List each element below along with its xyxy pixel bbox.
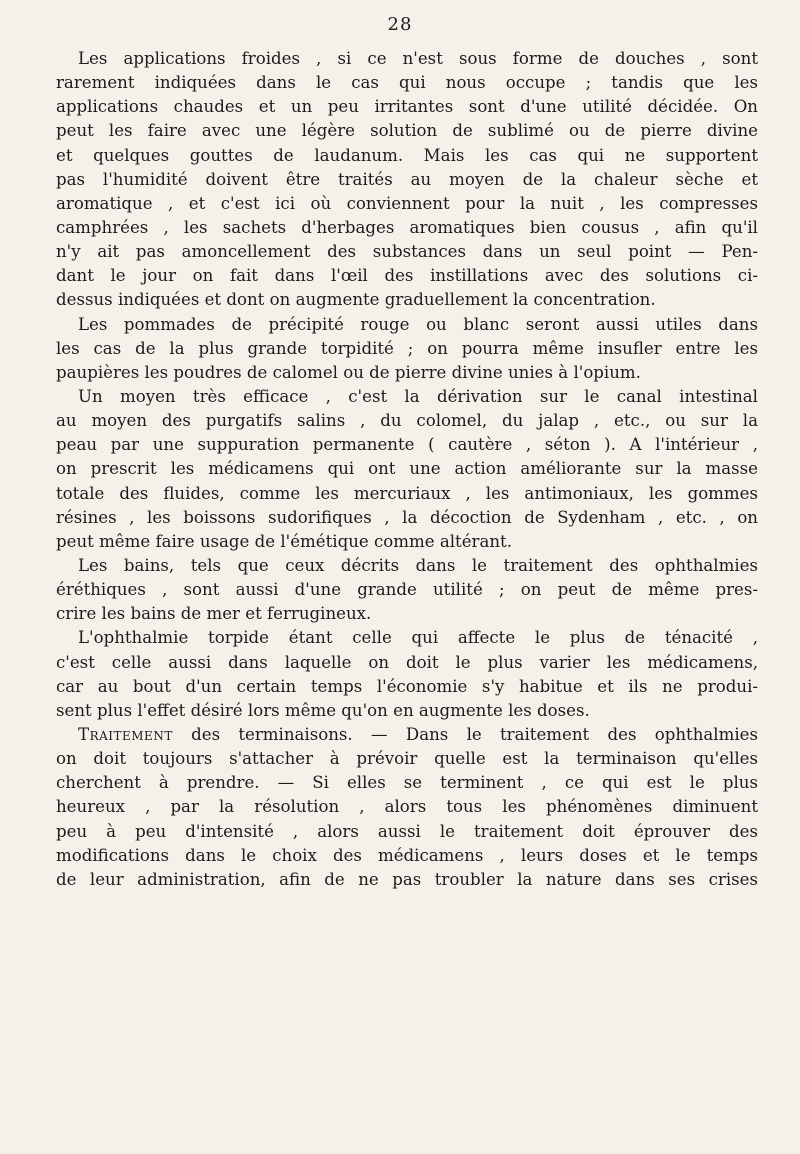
text-line: c'est celle aussi dans laquelle on doit le plus varier les médicamens,: [56, 652, 758, 672]
text-line: cherchent à prendre. — Si elles se terminent , ce qui est le plus: [56, 773, 758, 793]
heading-line-text: des terminaisons. — Dans le traitement des ophthalmies: [191, 724, 758, 744]
text-line: peau par une suppuration permanente ( cautère , séton ). A l'intérieur ,: [56, 435, 758, 455]
text-line: peut les faire avec une légère solution de sublimé ou de pierre divine: [56, 121, 758, 141]
text-line: peut même faire usage de l'émétique comme altérant.: [56, 531, 512, 551]
text-line: L'ophthalmie torpide étant celle qui affecte le plus de ténacité ,: [78, 628, 758, 648]
text-line: paupières les poudres de calomel ou de pierre divine unies à l'opium.: [56, 362, 641, 382]
page-number: 28: [387, 14, 413, 35]
text-line: pas l'humidité doivent être traités au moyen de la chaleur sèche et: [56, 169, 758, 189]
text-line: on prescrit les médicamens qui ont une action améliorante sur la masse: [56, 459, 758, 479]
text-line: dant le jour on fait dans l'œil des instillations avec des solutions ci-: [56, 266, 758, 286]
text-line: n'y ait pas amoncellement des substances dans un seul point — Pen-: [56, 242, 758, 262]
text-line: totale des fluides, comme les mercuriaux , les antimoniaux, les gommes: [56, 483, 758, 503]
text-line: éréthiques , sont aussi d'une grande utilité ; on peut de même pres-: [56, 580, 758, 600]
text-line: sent plus l'effet désiré lors même qu'on en augmente les doses.: [56, 700, 590, 720]
text-line: résines , les boissons sudorifiques , la décoction de Sydenham , etc. , on: [56, 507, 758, 527]
text-line: modifications dans le choix des médicamens , leurs doses et le temps: [56, 845, 758, 865]
text-line: Un moyen très efficace , c'est la dérivation sur le canal intestinal: [78, 386, 758, 406]
text-line: et quelques gouttes de laudanum. Mais les cas qui ne supportent: [56, 145, 758, 165]
text-line: heureux , par la résolution , alors tous les phénomènes diminuent: [56, 797, 758, 817]
text-line: car au bout d'un certain temps l'économie s'y habitue et ils ne produi-: [56, 676, 758, 696]
text-line: Les bains, tels que ceux décrits dans le traitement des ophthalmies: [78, 555, 758, 575]
text-line-heading: [56, 723, 758, 747]
text-line: de leur administration, afin de ne pas troubler la nature dans ses crises: [56, 869, 758, 889]
text-line: les cas de la plus grande torpidité ; on pourra même insufler entre les: [56, 338, 758, 358]
body-text: [56, 47, 758, 892]
text-line: dessus indiquées et dont on augmente graduellement la concentration.: [56, 290, 656, 310]
text-line: Les applications froides , si ce n'est sous forme de douches , sont: [78, 49, 758, 68]
text-line: Les pommades de précipité rouge ou blanc seront aussi utiles dans: [78, 314, 758, 334]
text-line: camphrées , les sachets d'herbages aromatiques bien cousus , afin qu'il: [56, 217, 758, 237]
text-line: peu à peu d'intensité , alors aussi le traitement doit éprouver des: [56, 821, 758, 841]
text-line: on doit toujours s'attacher à prévoir quelle est la terminaison qu'elles: [56, 749, 758, 769]
text-line: crire les bains de mer et ferrugineux.: [56, 604, 372, 624]
text-line: applications chaudes et un peu irritantes sont d'une utilité décidée. On: [56, 97, 758, 117]
text-line: au moyen des purgatifs salins , du colomel, du jalap , etc., ou sur la: [56, 411, 758, 431]
section-heading-word: Traitement: [78, 724, 173, 744]
text-line: rarement indiquées dans le cas qui nous occupe ; tandis que les: [56, 73, 758, 93]
text-line: aromatique , et c'est ici où conviennent pour la nuit , les compresses: [56, 193, 758, 213]
